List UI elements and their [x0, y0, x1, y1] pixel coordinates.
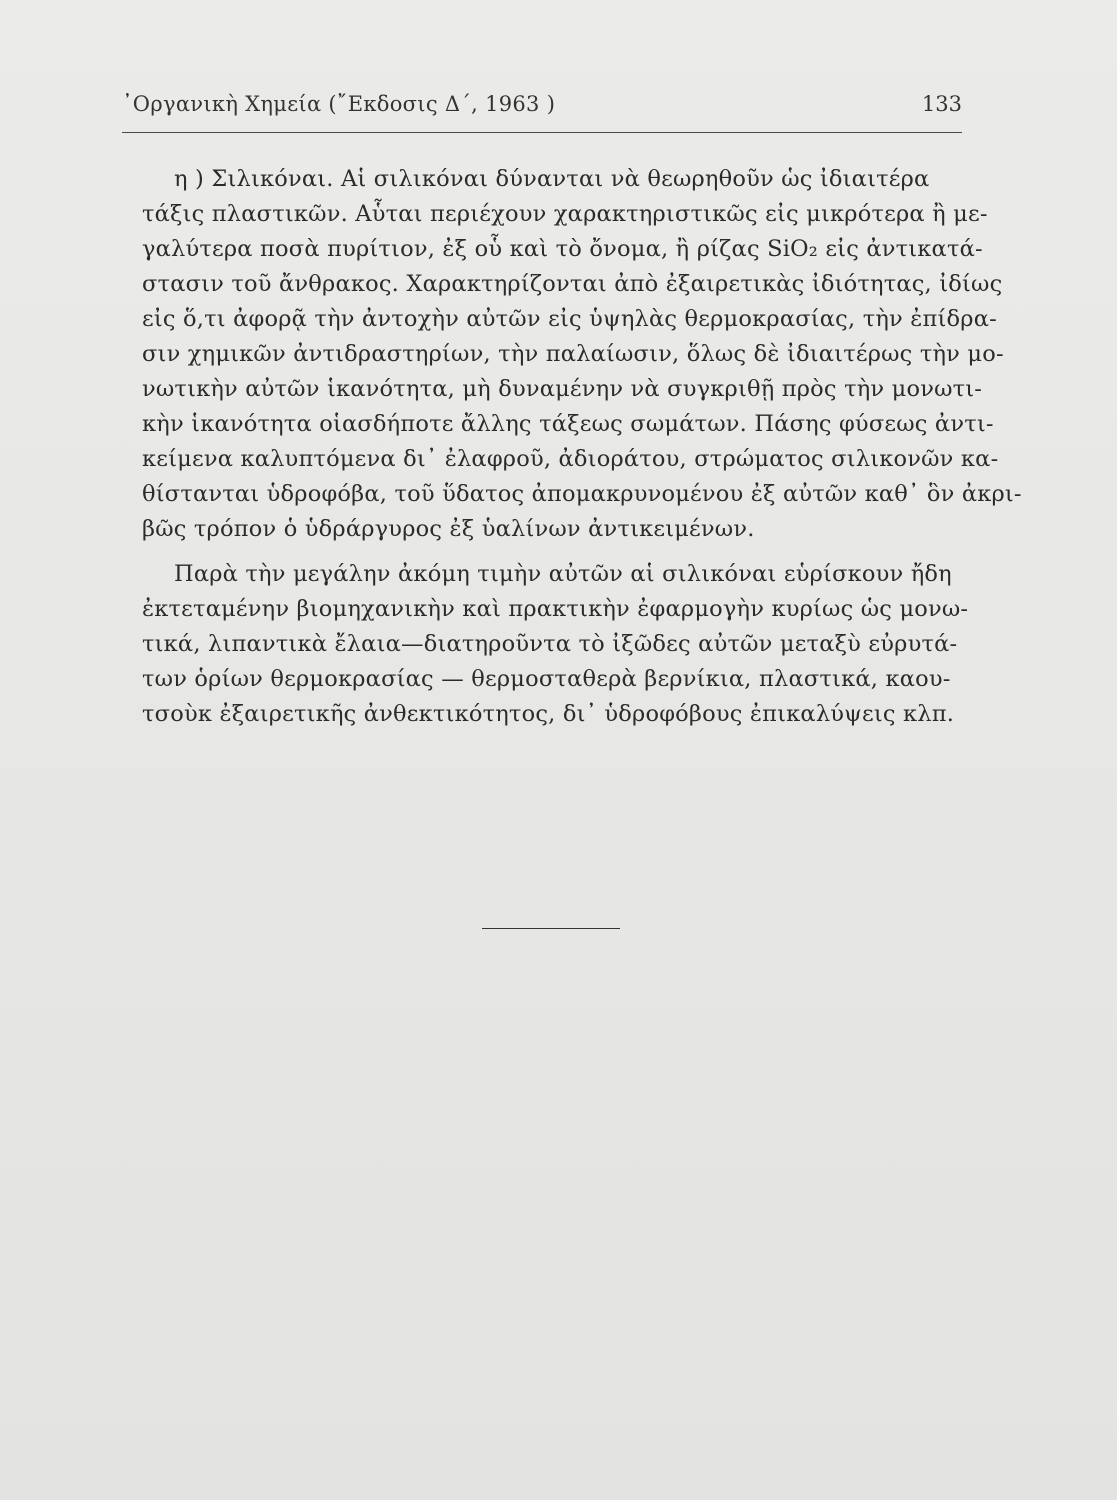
text-line: γαλύτερα ποσὰ πυρίτιον, ἐξ οὗ καὶ τὸ ὄνομα, ἢ ρίζας SiO₂ εἰς ἀντικατά-: [142, 236, 983, 262]
running-title: ᾿Οργανικὴ Χημεία (῎Εκδοσις Δ΄, 1963 ): [122, 92, 556, 116]
running-header: [122, 92, 962, 133]
text-line: εἰς ὅ,τι ἀφορᾷ τὴν ἀντοχὴν αὐτῶν εἰς ὑψηλὰς θερμοκρασίας, τὴν ἐπίδρα-: [142, 306, 997, 332]
text-line: στασιν τοῦ ἄνθρακος. Χαρακτηρίζονται ἀπὸ ἐξαιρετικὰς ἰδιότητας, ἰδίως: [142, 271, 1003, 297]
text-line: η ) Σιλικόναι. Αἱ σιλικόναι δύνανται νὰ θεωρηθοῦν ὡς ἰδιαιτέρα: [174, 166, 930, 192]
text-line: τικά, λιπαντικὰ ἔλαια—διατηροῦντα τὸ ἰξῶδες αὐτῶν μεταξὺ εὐρυτά-: [142, 631, 958, 657]
text-line: νωτικὴν αὐτῶν ἱκανότητα, μὴ δυναμένην νὰ συγκριθῇ πρὸς τὴν μονωτι-: [142, 376, 983, 402]
paragraph-silicones-applications: [142, 557, 969, 732]
text-line: κὴν ἱκανότητα οἱασδήποτε ἄλλης τάξεως σωμάτων. Πάσης φύσεως ἀντι-: [142, 411, 994, 437]
closing-rule: [482, 928, 620, 929]
text-line: τάξις πλαστικῶν. Αὗται περιέχουν χαρακτηριστικῶς εἰς μικρότερα ἢ με-: [142, 201, 988, 227]
paragraph-silicones-properties: [142, 162, 1022, 547]
text-line: ἐκτεταμένην βιομηχανικὴν καὶ πρακτικὴν ἐφαρμογὴν κυρίως ὡς μονω-: [142, 596, 969, 622]
text-line: θίστανται ὑδροφόβα, τοῦ ὕδατος ἀπομακρυνομένου ἐξ αὐτῶν καθ᾿ ὃν ἀκρι-: [142, 481, 1022, 507]
body-text: [142, 162, 1022, 732]
text-line: κείμενα καλυπτόμενα δι᾿ ἐλαφροῦ, ἀδιοράτου, στρώματος σιλικονῶν κα-: [142, 446, 999, 472]
text-line: βῶς τρόπον ὁ ὑδράργυρος ἐξ ὑαλίνων ἀντικειμένων.: [142, 516, 755, 542]
text-line: Παρὰ τὴν μεγάλην ἀκόμη τιμὴν αὐτῶν αἱ σιλικόναι εὑρίσκουν ἤδη: [174, 561, 952, 587]
text-line: τσοὺκ ἐξαιρετικῆς ἀνθεκτικότητος, δι᾿ ὑδροφόβους ἐπικαλύψεις κλπ.: [142, 701, 955, 727]
text-line: σιν χημικῶν ἀντιδραστηρίων, τὴν παλαίωσιν, ὅλως δὲ ἰδιαιτέρως τὴν μο-: [142, 341, 1004, 367]
text-line: των ὁρίων θερμοκρασίας — θερμοσταθερὰ βερνίκια, πλαστικά, καου-: [142, 666, 951, 692]
page-number: 133: [921, 92, 962, 116]
